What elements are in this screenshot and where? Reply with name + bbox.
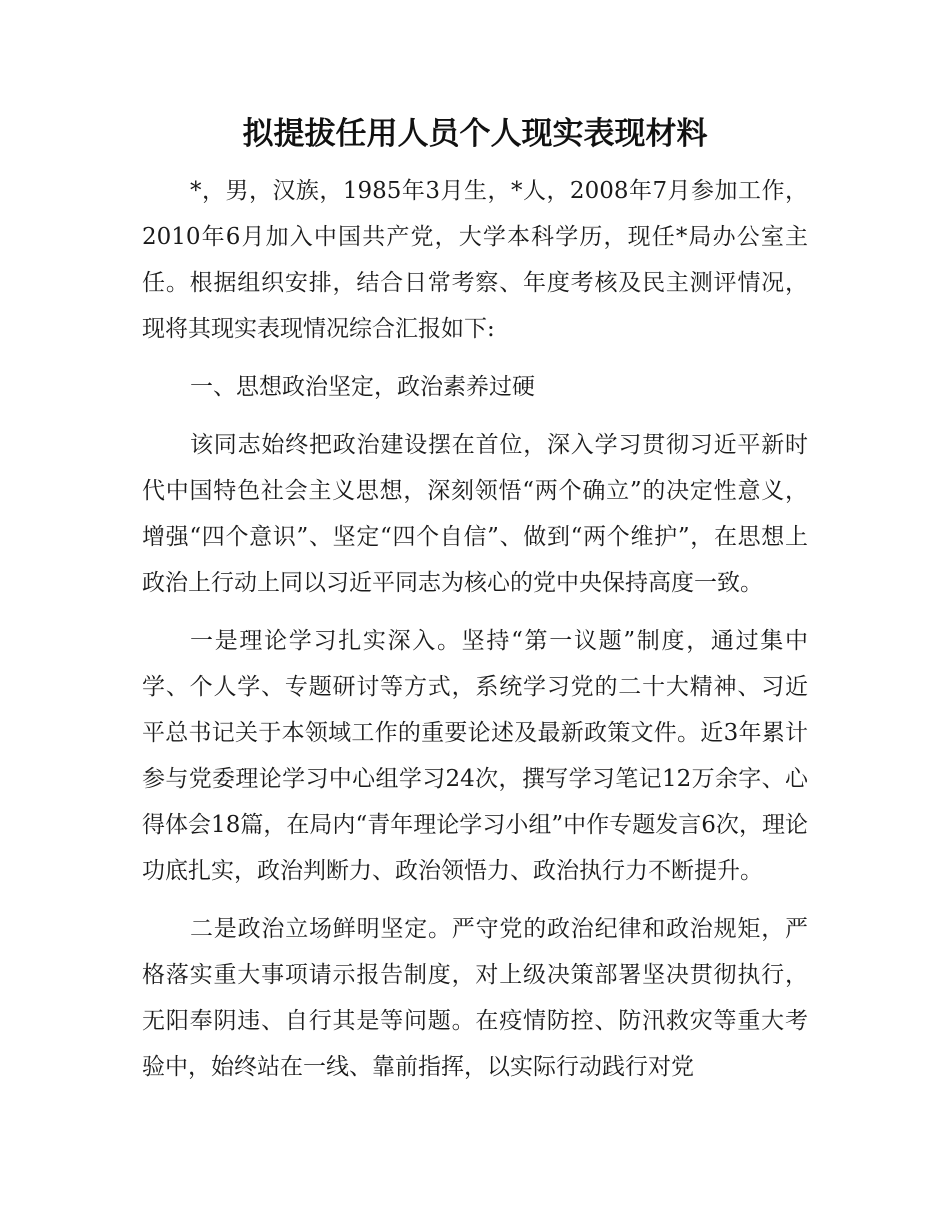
- point-one-paragraph: 一是理论学习扎实深入。坚持“第一议题”制度，通过集中学、个人学、专题研讨等方式，系统学习党的二十大精神、习近平总书记关于本领域工作的重要论述及最新政策文件。近3年累计参与党委理论学习中心组学习24次，撰写学习笔记12万余字、心得体会18篇，在局内“青年理论学习小组”中作专题发言6次，理论功底扎实，政治判断力、政治领悟力、政治执行力不断提升。: [142, 628, 808, 884]
- point-two-paragraph: 二是政治立场鲜明坚定。严守党的政治纪律和政治规矩，严格落实重大事项请示报告制度，对上级决策部署坚决贯彻执行，无阳奉阴违、自行其是等问题。在疫情防控、防汛救灾等重大考验中，始终站在一线、靠前指挥，以实际行动践行对党: [142, 916, 808, 1080]
- document-title: 拟提拔任用人员个人现实表现材料: [242, 116, 708, 152]
- section-paragraph: 该同志始终把政治建设摆在首位，深入学习贯彻习近平新时代中国特色社会主义思想，深刻领悟“两个确立”的决定性意义，增强“四个意识”、坚定“四个自信”、做到“两个维护”，在思想上政治上行动上同以习近平同志为核心的党中央保持高度一致。: [142, 432, 808, 596]
- section-heading: 一、思想政治坚定，政治素养过硬: [190, 374, 535, 400]
- document-body: [142, 168, 808, 1102]
- intro-paragraph: *，男，汉族，1985年3月生，*人，2008年7月参加工作，2010年6月加入中国共产党，大学本科学历，现任*局办公室主任。根据组织安排，结合日常考察、年度考核及民主测评情况，现将其现实表现情况综合汇报如下:: [142, 178, 808, 342]
